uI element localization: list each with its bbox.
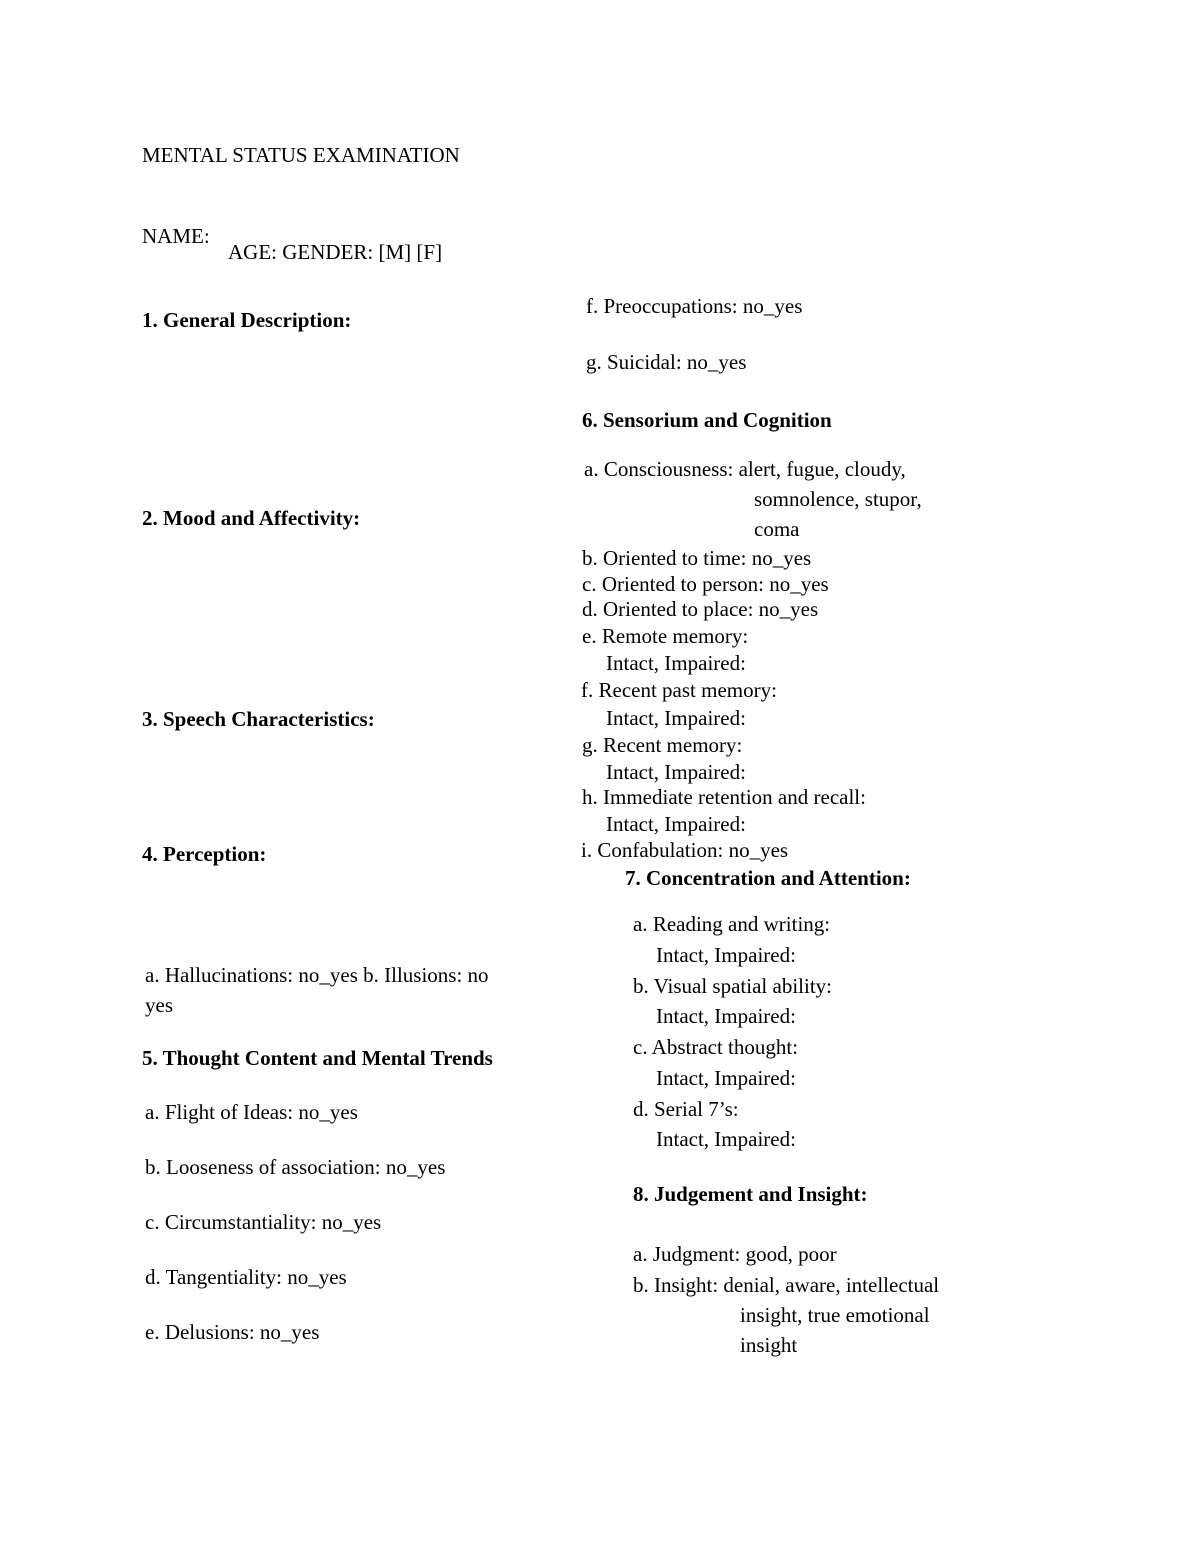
- judgement-item-a: a. Judgment: good, poor: [633, 1242, 837, 1266]
- sensorium-item-d: d. Oriented to place: no_yes: [582, 597, 819, 621]
- concentration-item-d: d. Serial 7’s:: [633, 1097, 739, 1121]
- concentration-item-d-cont: Intact, Impaired:: [656, 1127, 796, 1151]
- concentration-item-c-cont: Intact, Impaired:: [656, 1066, 796, 1090]
- sensorium-item-a-cont1: somnolence, stupor,: [754, 487, 922, 511]
- section-speech-characteristics: 3. Speech Characteristics:: [142, 707, 375, 731]
- sensorium-item-g: g. Recent memory:: [582, 733, 743, 757]
- section-concentration-attention: 7. Concentration and Attention:: [625, 866, 911, 890]
- sensorium-item-e-cont: Intact, Impaired:: [606, 651, 746, 675]
- concentration-item-a: a. Reading and writing:: [633, 912, 831, 936]
- concentration-item-c: c. Abstract thought:: [633, 1035, 799, 1059]
- section-mood-affectivity: 2. Mood and Affectivity:: [142, 506, 361, 530]
- judgement-item-b: b. Insight: denial, aware, intellectual: [633, 1273, 940, 1297]
- sensorium-item-a: a. Consciousness: alert, fugue, cloudy,: [584, 457, 906, 481]
- section-perception: 4. Perception:: [142, 842, 267, 866]
- thought-item-a: a. Flight of Ideas: no_yes: [145, 1100, 358, 1124]
- section-judgement-insight: 8. Judgement and Insight:: [633, 1182, 868, 1206]
- sensorium-item-i: i. Confabulation: no_yes: [581, 838, 789, 862]
- sensorium-item-e: e. Remote memory:: [582, 624, 749, 648]
- judgement-item-b-cont1: insight, true emotional: [740, 1303, 930, 1327]
- sensorium-item-b: b. Oriented to time: no_yes: [582, 546, 812, 570]
- thought-item-d: d. Tangentiality: no_yes: [145, 1265, 347, 1289]
- perception-item-a-cont: yes: [145, 993, 173, 1017]
- sensorium-item-h-cont: Intact, Impaired:: [606, 812, 746, 836]
- concentration-item-a-cont: Intact, Impaired:: [656, 943, 796, 967]
- sensorium-item-g-cont: Intact, Impaired:: [606, 760, 746, 784]
- thought-item-c: c. Circumstantiality: no_yes: [145, 1210, 382, 1234]
- thought-item-f: f. Preoccupations: no_yes: [586, 294, 803, 318]
- thought-item-e: e. Delusions: no_yes: [145, 1320, 320, 1344]
- name-label: NAME:: [142, 224, 210, 248]
- concentration-item-b: b. Visual spatial ability:: [633, 974, 832, 998]
- perception-item-a: a. Hallucinations: no_yes b. Illusions: no: [145, 963, 489, 987]
- section-thought-content: 5. Thought Content and Mental Trends: [142, 1046, 493, 1070]
- thought-item-b: b. Looseness of association: no_yes: [145, 1155, 446, 1179]
- sensorium-item-f-cont: Intact, Impaired:: [606, 706, 746, 730]
- thought-item-g: g. Suicidal: no_yes: [586, 350, 747, 374]
- section-sensorium-cognition: 6. Sensorium and Cognition: [582, 408, 832, 432]
- sensorium-item-a-cont2: coma: [754, 517, 800, 541]
- sensorium-item-h: h. Immediate retention and recall:: [582, 785, 866, 809]
- sensorium-item-c: c. Oriented to person: no_yes: [582, 572, 829, 596]
- section-general-description: 1. General Description:: [142, 308, 352, 332]
- age-gender-label: AGE: GENDER: [M] [F]: [228, 240, 443, 264]
- sensorium-item-f: f. Recent past memory:: [581, 678, 777, 702]
- judgement-item-b-cont2: insight: [740, 1333, 798, 1357]
- document-title: MENTAL STATUS EXAMINATION: [142, 143, 460, 167]
- concentration-item-b-cont: Intact, Impaired:: [656, 1004, 796, 1028]
